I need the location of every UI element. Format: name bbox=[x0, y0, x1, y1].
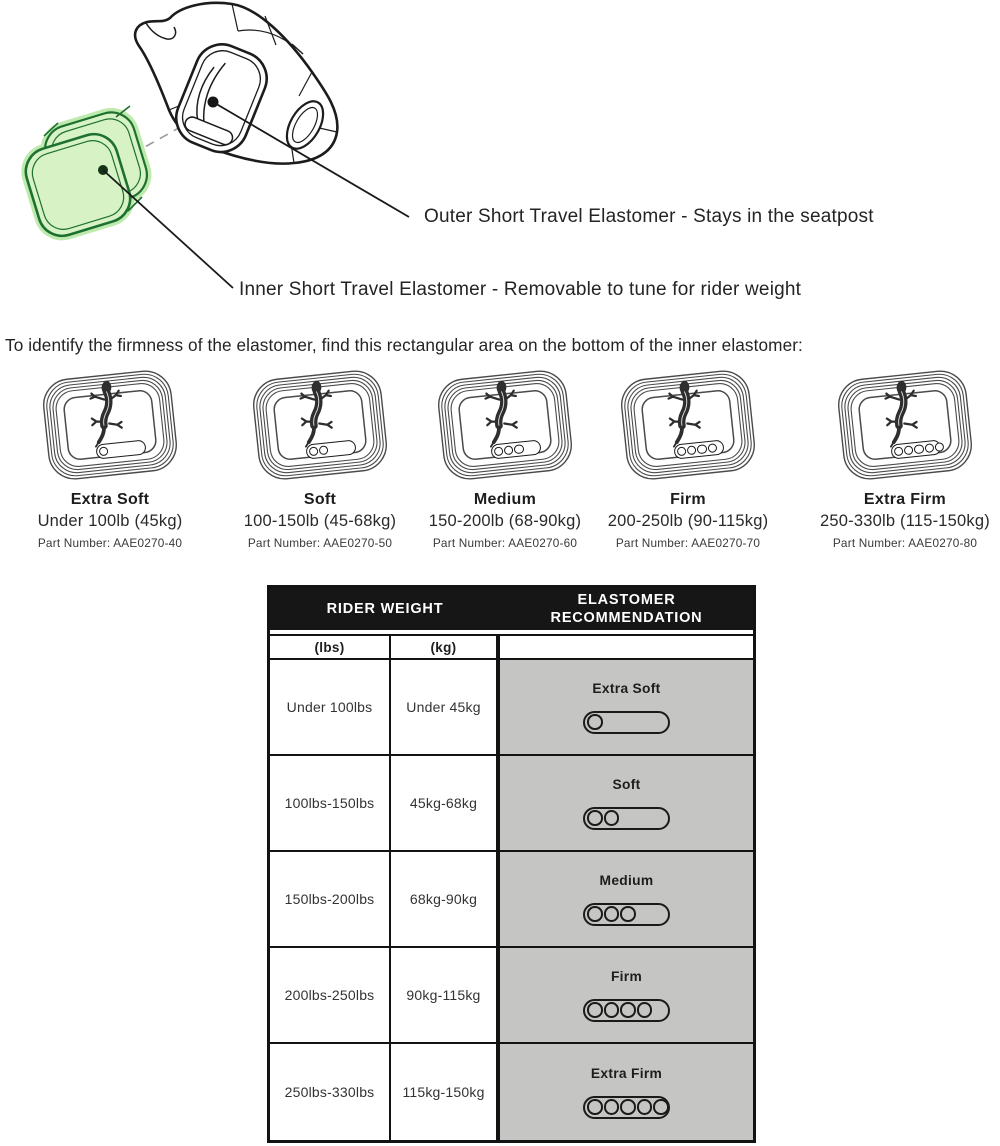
firmness-dot-indicator bbox=[583, 807, 670, 830]
firmness-dot bbox=[604, 1002, 620, 1018]
firmness-dot bbox=[924, 443, 934, 453]
recommendation-name: Firm bbox=[610, 968, 643, 984]
firmness-name: Extra Soft bbox=[70, 491, 150, 508]
firmness-dot bbox=[686, 445, 696, 455]
part-number: Part Number: AAE0270-80 bbox=[832, 536, 978, 550]
header-rider-weight: RIDER WEIGHT bbox=[326, 600, 444, 617]
firmness-option-extra-soft bbox=[20, 366, 200, 550]
firmness-weight-range: 150-200lb (68-90kg) bbox=[428, 512, 582, 530]
firmness-dot bbox=[587, 810, 603, 826]
recommendation-name: Medium bbox=[599, 872, 654, 888]
firmness-weight-range: Under 100lb (45kg) bbox=[37, 512, 183, 530]
firmness-weight-range: 250-330lb (115-150kg) bbox=[820, 512, 990, 530]
table-subheader-row bbox=[270, 634, 753, 660]
intro-text: To identify the firmness of the elastomer, find this rectangular area on the bottom of the inner elastomer: bbox=[5, 335, 803, 355]
cell-recommendation bbox=[500, 948, 753, 1042]
firmness-dot bbox=[637, 1002, 653, 1018]
elastomer-bottom-icon bbox=[245, 366, 395, 484]
firmness-dot bbox=[697, 444, 707, 454]
firmness-dot bbox=[308, 446, 318, 456]
cell-lbs: Under 100lbs bbox=[270, 660, 391, 754]
cell-recommendation bbox=[500, 756, 753, 850]
firmness-dot bbox=[98, 446, 108, 456]
firmness-weight-range: 200-250lb (90-115kg) bbox=[607, 512, 769, 530]
header-elastomer-recommendation: ELASTOMER RECOMMENDATION bbox=[550, 591, 703, 626]
firmness-dot bbox=[676, 446, 686, 456]
recommendation-name: Extra Firm bbox=[590, 1065, 663, 1081]
firmness-dot bbox=[587, 714, 603, 730]
cell-kg: 45kg-68kg bbox=[391, 756, 500, 850]
firmness-option-medium bbox=[415, 366, 595, 550]
firmness-dot bbox=[318, 445, 328, 455]
firmness-dot bbox=[914, 444, 924, 454]
firmness-name: Firm bbox=[670, 491, 706, 508]
table-row bbox=[270, 756, 753, 852]
cell-recommendation bbox=[500, 852, 753, 946]
cell-lbs: 150lbs-200lbs bbox=[270, 852, 391, 946]
recommendation-name: Soft bbox=[612, 776, 641, 792]
firmness-dot bbox=[620, 1099, 636, 1115]
firmness-dot bbox=[604, 810, 620, 826]
cell-kg: 90kg-115kg bbox=[391, 948, 500, 1042]
part-number: Part Number: AAE0270-60 bbox=[432, 536, 578, 550]
firmness-dot bbox=[893, 446, 903, 456]
subheader-kg: (kg) bbox=[391, 636, 500, 658]
cell-kg: 68kg-90kg bbox=[391, 852, 500, 946]
firmness-option-soft bbox=[230, 366, 410, 550]
firmness-dot-indicator bbox=[583, 711, 670, 734]
firmness-dot bbox=[503, 445, 513, 455]
firmness-dot bbox=[587, 906, 603, 922]
firmness-dot bbox=[620, 1002, 636, 1018]
outer-elastomer-drawing bbox=[135, 3, 337, 164]
firmness-dot bbox=[604, 906, 620, 922]
elastomer-bottom-icon bbox=[830, 366, 980, 484]
firmness-weight-range: 100-150lb (45-68kg) bbox=[243, 512, 397, 530]
firmness-dot bbox=[587, 1002, 603, 1018]
firmness-option-firm bbox=[598, 366, 778, 550]
elastomer-bottom-icon bbox=[430, 366, 580, 484]
outer-elastomer-callout: Outer Short Travel Elastomer - Stays in the seatpost bbox=[424, 206, 874, 227]
cell-kg: Under 45kg bbox=[391, 660, 500, 754]
part-number: Part Number: AAE0270-70 bbox=[615, 536, 761, 550]
firmness-dot bbox=[514, 444, 524, 454]
inner-leader-line bbox=[103, 170, 233, 288]
recommendation-name: Extra Soft bbox=[592, 680, 661, 696]
firmness-dot bbox=[587, 1099, 603, 1115]
firmness-dot bbox=[637, 1099, 653, 1115]
firmness-name: Extra Firm bbox=[863, 491, 947, 508]
table-row bbox=[270, 660, 753, 756]
firmness-option-extra-firm bbox=[815, 366, 995, 550]
cell-kg: 115kg-150kg bbox=[391, 1044, 500, 1140]
subheader-empty bbox=[500, 636, 753, 658]
table-header-row bbox=[270, 588, 753, 630]
cell-lbs: 100lbs-150lbs bbox=[270, 756, 391, 850]
firmness-dot-indicator bbox=[583, 1096, 670, 1119]
cell-lbs: 250lbs-330lbs bbox=[270, 1044, 391, 1140]
cell-recommendation bbox=[500, 660, 753, 754]
elastomer-bottom-icon bbox=[613, 366, 763, 484]
firmness-dot bbox=[707, 443, 717, 453]
table-row bbox=[270, 948, 753, 1044]
inner-elastomer-callout: Inner Short Travel Elastomer - Removable to tune for rider weight bbox=[239, 279, 802, 300]
elastomer-bottom-icon bbox=[35, 366, 185, 484]
part-number: Part Number: AAE0270-50 bbox=[247, 536, 393, 550]
firmness-dot bbox=[620, 906, 636, 922]
table-row bbox=[270, 1044, 753, 1140]
firmness-dot-indicator bbox=[583, 999, 670, 1022]
firmness-dot bbox=[903, 445, 913, 455]
table-row bbox=[270, 852, 753, 948]
cell-recommendation bbox=[500, 1044, 753, 1140]
firmness-name: Medium bbox=[473, 491, 537, 508]
subheader-lbs: (lbs) bbox=[270, 636, 391, 658]
part-number: Part Number: AAE0270-40 bbox=[37, 536, 183, 550]
firmness-dot bbox=[493, 446, 503, 456]
firmness-dot bbox=[653, 1099, 669, 1115]
firmness-dot-indicator bbox=[583, 903, 670, 926]
firmness-dot bbox=[604, 1099, 620, 1115]
recommendation-table bbox=[267, 585, 756, 1143]
inner-elastomer-drawing bbox=[20, 106, 153, 242]
cell-lbs: 200lbs-250lbs bbox=[270, 948, 391, 1042]
firmness-name: Soft bbox=[303, 491, 337, 508]
